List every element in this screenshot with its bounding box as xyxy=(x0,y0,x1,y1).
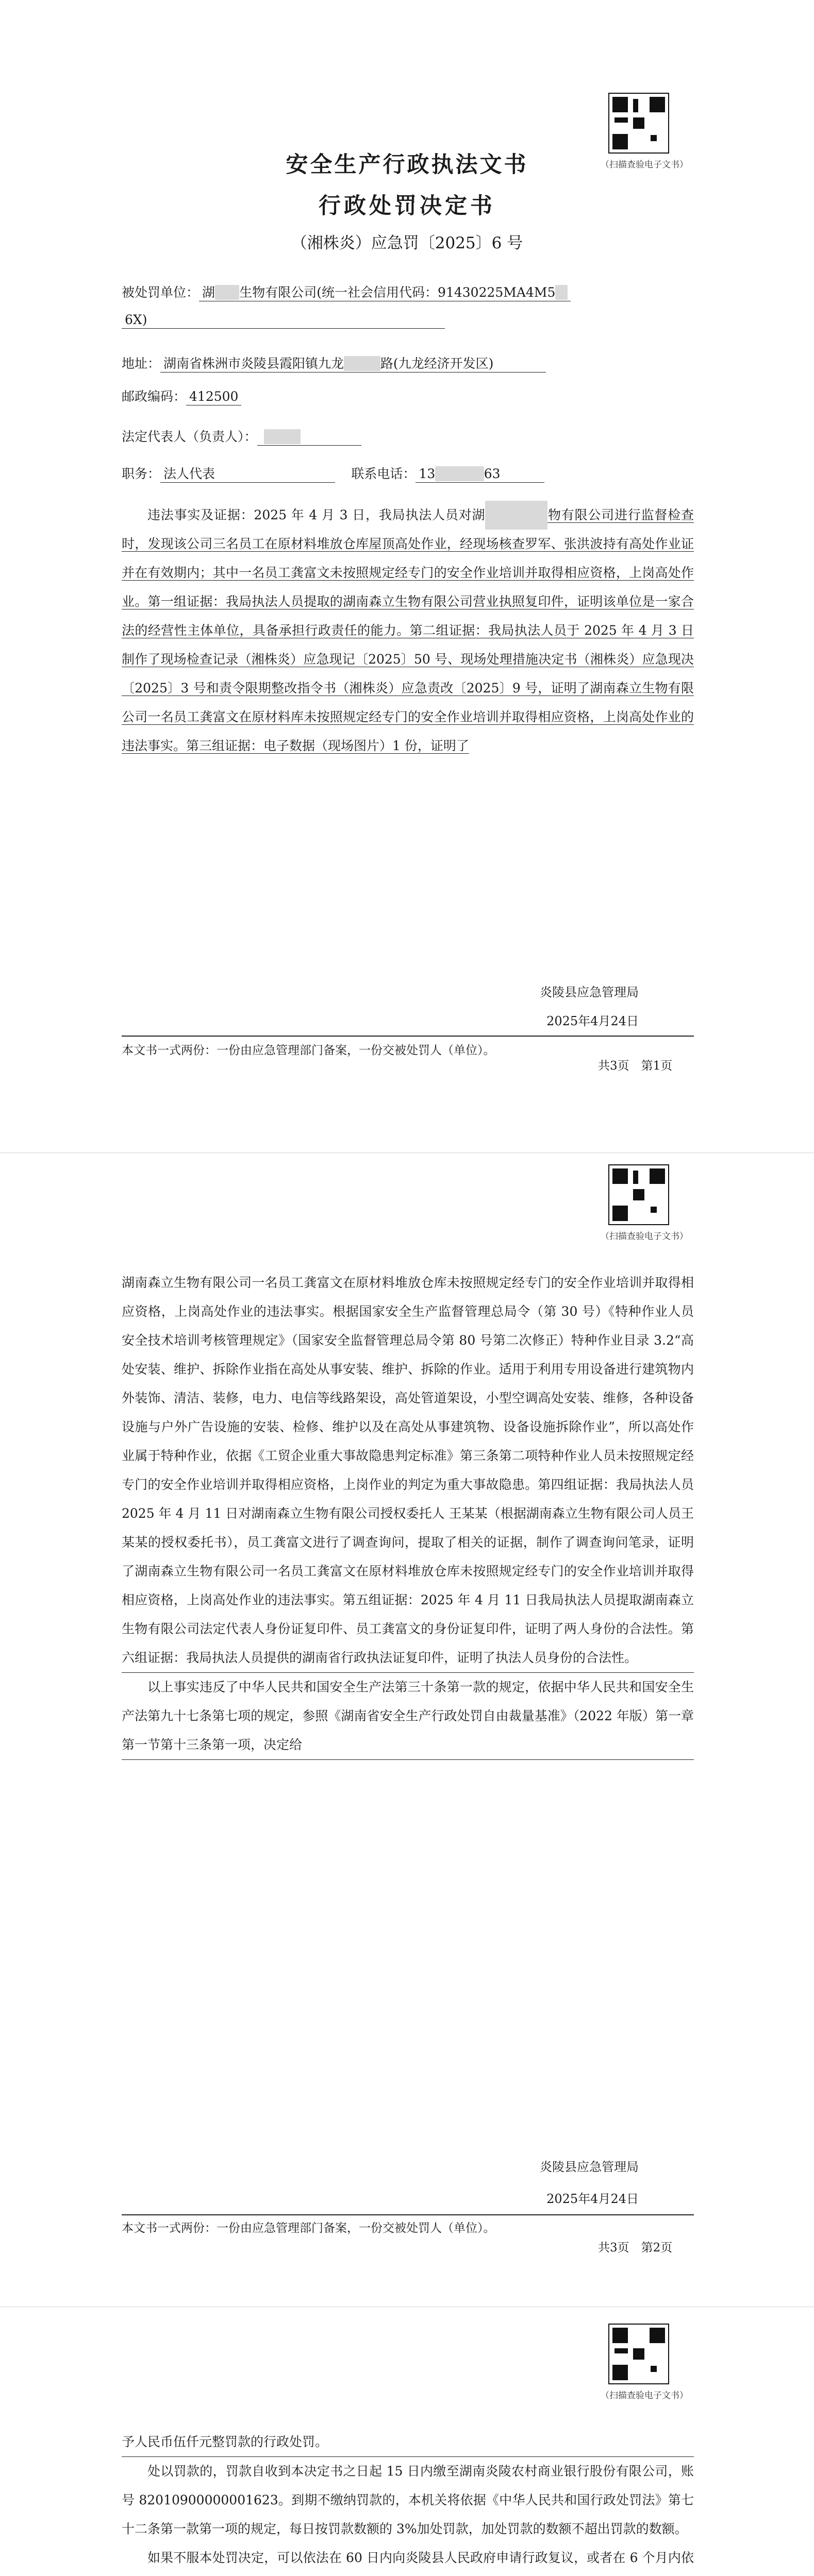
page-3 xyxy=(0,2308,814,2576)
party-field: 被处罚单位： 湖 生物有限公司(统一社会信用代码：91430225MA4M5 xyxy=(122,282,571,301)
appeal-paragraph: 如果不服本处罚决定，可以依法在 60 日内向炎陵县人民政府申请行政复议，或者在 6 个月内依 xyxy=(147,2550,694,2565)
footer-copies: 本文书一式两份：一份由应急管理部门备案，一份交被处罚人（单位）。 xyxy=(122,2222,495,2235)
legal-basis-paragraph: 以上事实违反了中华人民共和国安全生产法第三十条第一款的规定，依据中华人民共和国安全生产法第九十七条第七项的规定，参照《湖南省安全生产行政处罚自由裁量基准》（2022 年版）第一章第一节第十三条第一项，决定给 xyxy=(122,1673,694,1760)
document-number: （湘株炎）应急罚〔2025〕6 号 xyxy=(291,234,523,252)
page-divider xyxy=(0,2306,814,2308)
violation-facts-paragraph xyxy=(122,501,694,760)
signing-agency: 炎陵县应急管理局 xyxy=(540,985,639,999)
qr-caption: （扫描查验电子文书） xyxy=(601,2391,688,2401)
footer-rule xyxy=(122,1036,694,1037)
qr-code-icon xyxy=(608,93,669,154)
legal-rep-field: 法定代表人（负责人）： xyxy=(122,427,361,445)
page-divider xyxy=(0,1152,814,1154)
footer-rule xyxy=(122,2214,694,2215)
qr-code-icon xyxy=(608,1164,669,1225)
page2-paragraphs xyxy=(122,1268,694,1760)
document-title: 行政处罚决定书 xyxy=(319,193,495,219)
page-number: 共3页 第2页 xyxy=(598,2241,673,2255)
signing-date: 2025年4月24日 xyxy=(546,1014,639,1028)
facts-body: 物有限公司进行监督检查时，发现该公司三名员工在原材料堆放仓库屋顶高处作业，经现场核查罗军、张洪波持有高处作业证并在有效期内；其中一名员工龚富文未按照规定经专门的安全作业培训并取得相应资格，上岗高处作业。第一组证据：我局执法人员提取的湖南森立生物有限公司营业执照复印件，证明该单位是一家合法的经营性主体单位，具备承担行政责任的能力。第二组证据：我局执法人员于 2025 年 4 月 3 日制作了现场检查记录（湘株炎）应急现记〔2025〕50 号、现场处理措施决定书（湘株炎）应急现决〔2025〕3 号和责令限期整改指令书（湘株炎）应急责改〔2025〕9 号，证明了湖南森立生物有限公司一名员工龚富文在原材料库未按照规定经专门的安全作业培训并取得相应资格，上岗高处作业的违法事实。第三组证据：电子数据（现场图片）1 份，证明了 xyxy=(122,507,694,753)
evidence-paragraph: 湖南森立生物有限公司一名员工龚富文在原材料堆放仓库未按照规定经专门的安全作业培训并取得相应资格，上岗高处作业的违法事实。根据国家安全生产监督管理总局令（第 30 号）《特种作业人员安全技术培训考核管理规定》（国家安全监督管理总局令第 80 号第二次修正）特种作业目录 3.2“高处安装、维护、拆除作业指在高处从事安装、维护、拆除的作业。适用于利用专用设备进行建筑物内外装饰、清洁、装修，电力、电信等线路架设，高处管道架设，小型空调高处安装、维修，各种设备设施与户外广告设施的安装、检修、维护以及在高处从事建筑物、设备设施拆除作业”，所以高处作业属于特种作业，依据《工贸企业重大事故隐患判定标准》第三条第二项特种作业人员未按照规定经专门的安全作业培训并取得相应资格，上岗作业的判定为重大事故隐患。第四组证据：我局执法人员 2025 年 4 月 11 日对湖南森立生物有限公司授权委托人 王某某（根据湖南森立生物有限公司人员王某某的授权委托书），员工龚富文进行了调查询问，提取了相关的证据，制作了调查询问笔录，证明了湖南森立生物有限公司一名员工龚富文在原材料堆放仓库未按照规定经专门的安全作业培训并取得相应资格，上岗高处作业的违法事实。第五组证据：2025 年 4 月 11 日我局执法人员提取湖南森立生物有限公司法定代表人身份证复印件、员工龚富文的身份证复印件，证明了两人身份的合法性。第六组证据：我局执法人员提供的湖南省行政执法证复印件，证明了执法人员身份的合法性。 xyxy=(122,1268,694,1673)
page3-paragraphs xyxy=(122,2428,694,2576)
address-field: 地址： 湖南省株洲市炎陵县霞阳镇九龙 路(九龙经济开发区) xyxy=(122,353,546,372)
position-phone-field: 职务： 法人代表 联系电话： 13 63 xyxy=(122,464,544,482)
postcode-field: 邮政编码： 412500 xyxy=(122,386,241,405)
page-2 xyxy=(0,1154,814,2303)
qr-caption: （扫描查验电子文书） xyxy=(601,1231,688,1242)
qr-caption: （扫描查验电子文书） xyxy=(601,160,688,170)
signing-agency: 炎陵县应急管理局 xyxy=(540,2160,639,2174)
penalty-paragraph: 予人民币伍仟元整罚款的行政处罚。 xyxy=(122,2428,694,2457)
signing-date: 2025年4月24日 xyxy=(546,2192,639,2206)
facts-lead: 违法事实及证据：2025 年 4 月 3 日，我局执法人员对湖 xyxy=(147,507,486,522)
party-field-continued: 6X) xyxy=(122,312,445,329)
payment-paragraph: 处以罚款的，罚款自收到本决定书之日起 15 日内缴至湖南炎陵农村商业银行股份有限公司，账号 82010900000001623。到期不缴纳罚款的，本机关将依据《中华人民共和国行政处罚法》第七十二条第一款第一项的规定，每日按罚款数额的 3%加处罚款，加处罚款的数额不超出罚款的数额。 xyxy=(122,2464,694,2536)
page-number: 共3页 第1页 xyxy=(598,1059,673,1073)
page-1 xyxy=(0,0,814,1149)
qr-code-icon xyxy=(608,2324,669,2384)
footer-copies: 本文书一式两份：一份由应急管理部门备案，一份交被处罚人（单位）。 xyxy=(122,1044,495,1057)
document-series-title: 安全生产行政执法文书 xyxy=(286,152,528,178)
